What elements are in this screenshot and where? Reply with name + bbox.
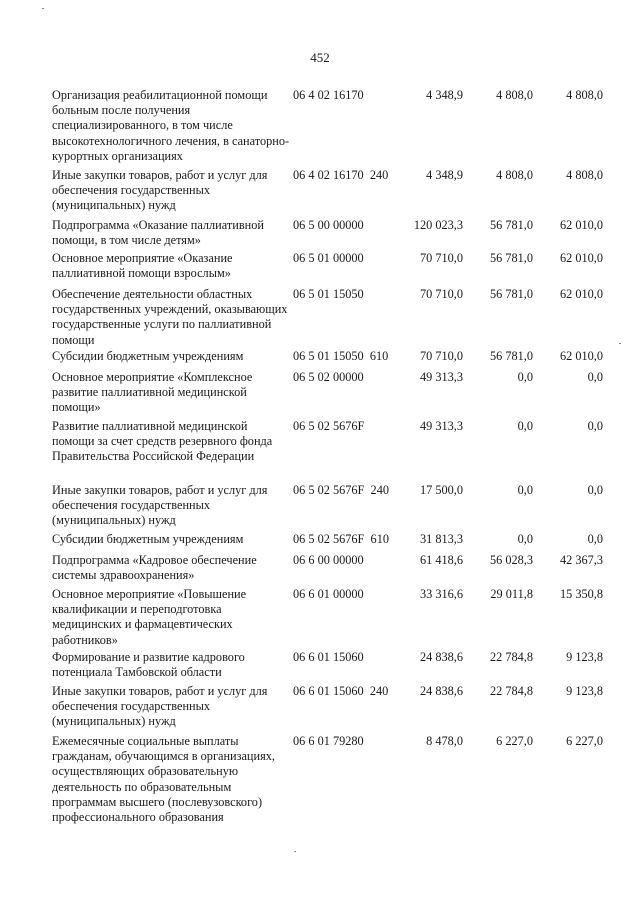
row-value-1: 70 710,0 (419, 251, 463, 265)
row-code: 06 5 02 00000 (293, 370, 364, 384)
row-value-2: 56 781,0 (489, 251, 533, 265)
row-value-1: 8 478,0 (426, 734, 463, 748)
row-description: Организация реабилитационной помощи больным после получения специализированного, в том числе высокотехнологичного лечения, в санаторно-курортных организациях (52, 88, 290, 163)
row-description: Основное мероприятие «Комплексное развитие паллиативной медицинской помощи» (52, 370, 253, 415)
row-value-1: 31 813,3 (419, 532, 463, 546)
row-value-2: 56 781,0 (489, 218, 533, 232)
row-code: 06 5 02 5676F 240 (293, 483, 389, 497)
row-value-1: 61 418,6 (419, 553, 463, 567)
row-code: 06 6 01 15060 (293, 650, 364, 664)
row-description: Основное мероприятие «Повышение квалификации и переподготовка медицинских и фармацевтических работников» (52, 587, 247, 647)
row-code: 06 6 01 15060 240 (293, 684, 389, 698)
row-value-3: 9 123,8 (566, 684, 603, 698)
row-value-3: 42 367,3 (559, 553, 603, 567)
row-value-3: 62 010,0 (559, 287, 603, 301)
row-value-2: 0,0 (517, 532, 533, 546)
scan-speck (294, 851, 296, 852)
row-description: Подпрограмма «Оказание паллиативной помощи, в том числе детям» (52, 218, 264, 248)
row-description: Иные закупки товаров, работ и услуг для обеспечения государственных (муниципальных) нужд (52, 684, 268, 729)
row-code: 06 4 02 16170 240 (293, 168, 389, 182)
row-value-3: 0,0 (587, 370, 603, 384)
row-value-3: 6 227,0 (566, 734, 603, 748)
row-value-2: 6 227,0 (496, 734, 533, 748)
row-value-1: 24 838,6 (419, 684, 463, 698)
row-description: Иные закупки товаров, работ и услуг для обеспечения государственных (муниципальных) нужд (52, 483, 268, 528)
row-value-2: 22 784,8 (489, 684, 533, 698)
row-value-1: 49 313,3 (419, 370, 463, 384)
row-code: 06 5 02 5676F (293, 419, 365, 433)
row-value-2: 0,0 (517, 483, 533, 497)
row-code: 06 4 02 16170 (293, 88, 364, 102)
row-value-1: 33 316,6 (419, 587, 463, 601)
row-code: 06 6 00 00000 (293, 553, 364, 567)
row-value-2: 4 808,0 (496, 88, 533, 102)
row-value-1: 4 348,9 (426, 168, 463, 182)
row-value-1: 49 313,3 (419, 419, 463, 433)
row-code: 06 6 01 79280 (293, 734, 364, 748)
row-value-1: 70 710,0 (419, 349, 463, 363)
scan-speck (619, 343, 621, 344)
row-value-2: 56 028,3 (489, 553, 533, 567)
row-value-3: 0,0 (587, 532, 603, 546)
row-value-3: 4 808,0 (566, 88, 603, 102)
row-value-3: 9 123,8 (566, 650, 603, 664)
row-description: Основное мероприятие «Оказание паллиативной помощи взрослым» (52, 251, 233, 281)
row-value-1: 24 838,6 (419, 650, 463, 664)
row-value-2: 29 011,8 (490, 587, 533, 601)
row-value-2: 22 784,8 (489, 650, 533, 664)
row-code: 06 5 01 15050 (293, 287, 364, 301)
row-value-2: 0,0 (517, 370, 533, 384)
row-code: 06 5 02 5676F 610 (293, 532, 389, 546)
row-value-2: 4 808,0 (496, 168, 533, 182)
row-value-3: 62 010,0 (559, 251, 603, 265)
row-value-1: 70 710,0 (419, 287, 463, 301)
row-description: Подпрограмма «Кадровое обеспечение системы здравоохранения» (52, 553, 257, 583)
row-value-3: 62 010,0 (559, 349, 603, 363)
row-description: Формирование и развитие кадрового потенциала Тамбовской области (52, 650, 245, 680)
row-description: Иные закупки товаров, работ и услуг для обеспечения государственных (муниципальных) нужд (52, 168, 268, 213)
row-value-3: 0,0 (587, 419, 603, 433)
row-value-1: 120 023,3 (413, 218, 463, 232)
row-code: 06 5 00 00000 (293, 218, 364, 232)
scan-speck (42, 8, 44, 9)
row-code: 06 5 01 15050 610 (293, 349, 389, 363)
row-description: Обеспечение деятельности областных государственных учреждений, оказывающих государственные услуги по паллиативной помощи (52, 287, 288, 347)
row-code: 06 5 01 00000 (293, 251, 364, 265)
row-description: Развитие паллиативной медицинской помощи за счет средств резервного фонда Правительства Российской Федерации (52, 419, 273, 464)
row-value-1: 17 500,0 (419, 483, 463, 497)
row-value-3: 15 350,8 (559, 587, 603, 601)
row-value-2: 56 781,0 (489, 349, 533, 363)
row-value-2: 0,0 (517, 419, 533, 433)
row-description: Субсидии бюджетным учреждениям (52, 349, 244, 363)
row-description: Субсидии бюджетным учреждениям (52, 532, 244, 546)
row-code: 06 6 01 00000 (293, 587, 364, 601)
row-value-3: 62 010,0 (559, 218, 603, 232)
row-value-2: 56 781,0 (489, 287, 533, 301)
row-value-3: 0,0 (587, 483, 603, 497)
row-description: Ежемесячные социальные выплаты гражданам, обучающимся в организациях, осуществляющих образовательную деятельность по образовательным программам высшего (послевузовского) профессионального образования (52, 734, 275, 825)
page-number: 452 (310, 50, 330, 65)
row-value-1: 4 348,9 (426, 88, 463, 102)
row-value-3: 4 808,0 (566, 168, 603, 182)
